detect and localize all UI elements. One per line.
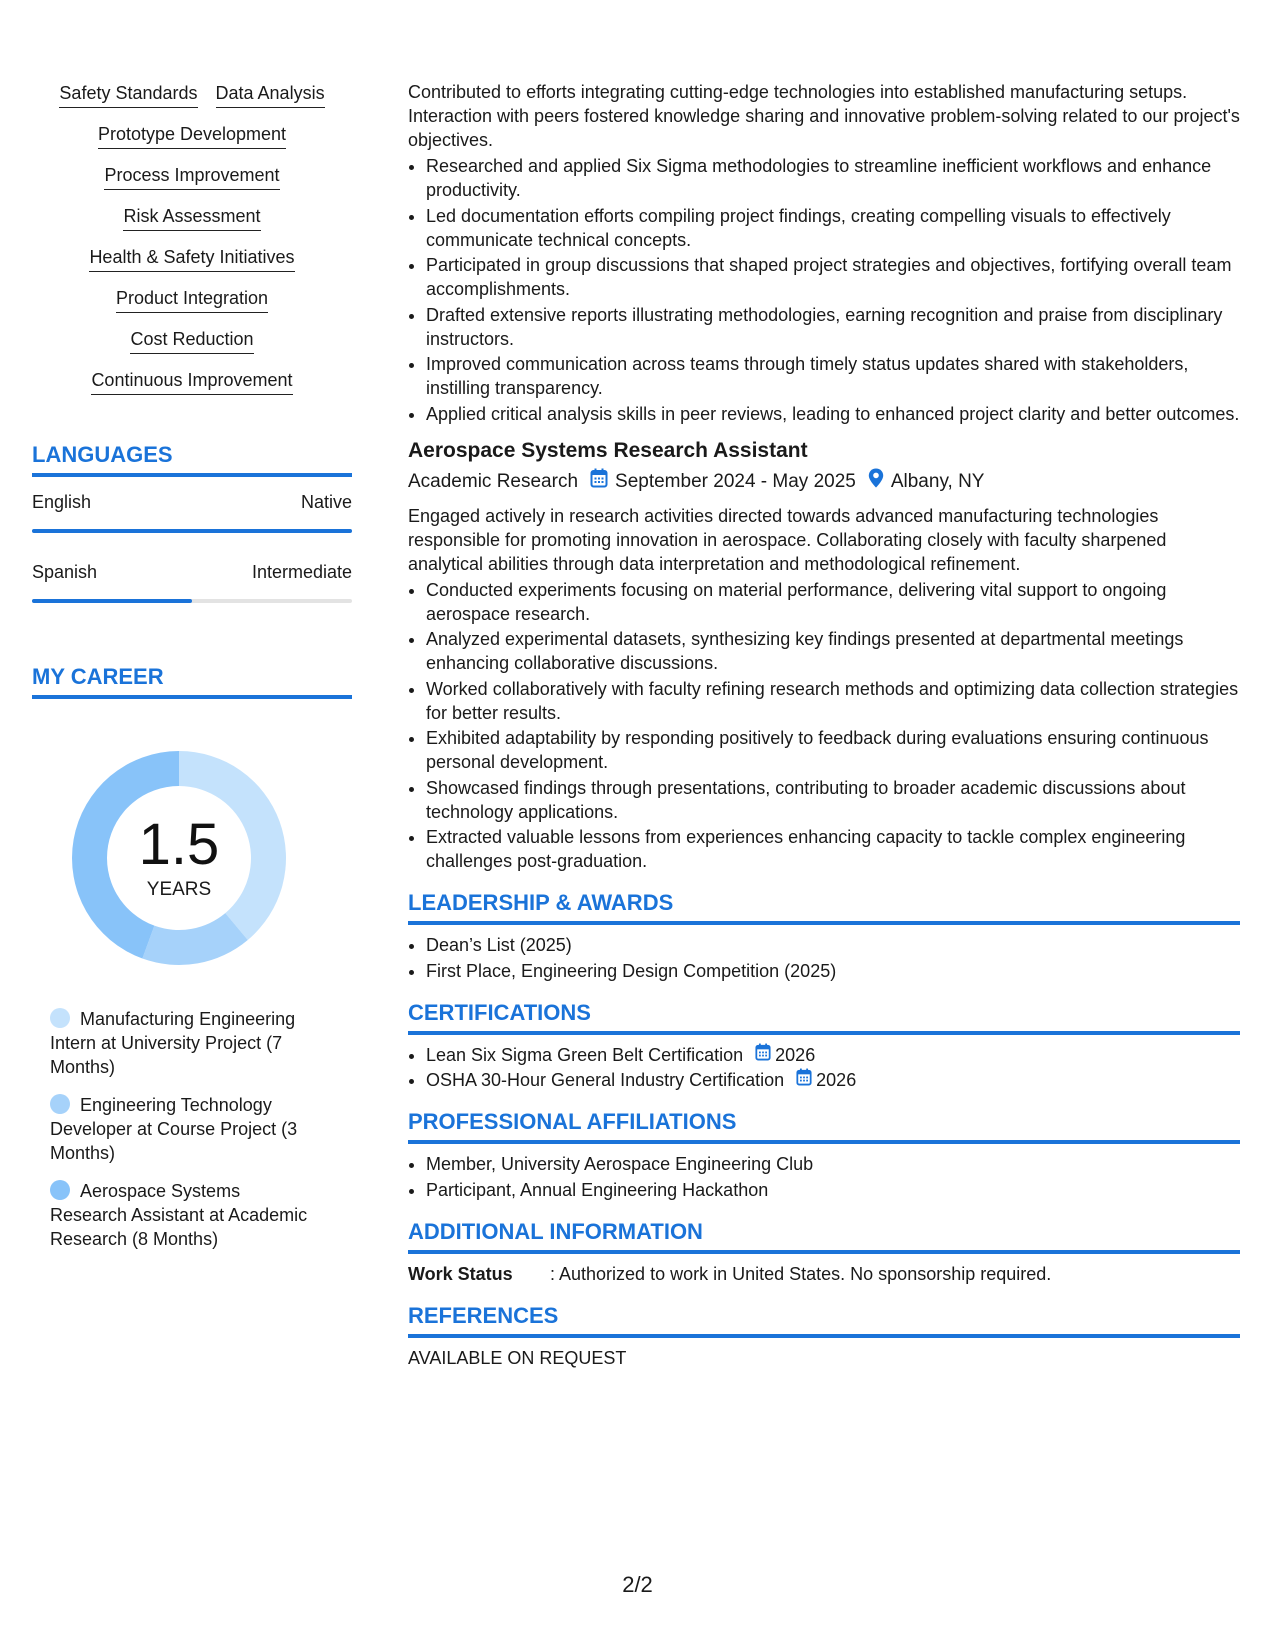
experience-aerospace (408, 438, 1240, 874)
left-column (32, 82, 352, 1265)
career-donut-chart (66, 745, 292, 971)
skill-tag: Process Improvement (104, 164, 279, 190)
career-legend-item (50, 1007, 320, 1079)
skills-list (32, 82, 352, 395)
language-name: English (32, 492, 92, 512)
skill-tag: Prototype Development (98, 123, 286, 149)
certification-item (426, 1068, 1240, 1092)
experience-bullet: • Extracted valuable lessons from experiences enhancing capacity to tackle complex engineering challenges post-graduation. (426, 825, 1240, 873)
experience-bullet: • Conducted experiments focusing on material performance, delivering vital support to ongoing aerospace research. (426, 578, 1240, 626)
affiliations-section (408, 1108, 1240, 1202)
experience-bullets (408, 578, 1240, 874)
calendar-icon (755, 1043, 771, 1067)
experience-bullet: • Participated in group discussions that shaped project strategies and objectives, fortifying overall team accomplishments. (426, 253, 1240, 301)
experience-bullet: • Improved communication across teams through timely status updates shared with stakeholders, instilling transparency. (426, 352, 1240, 400)
skill-tag: Continuous Improvement (91, 369, 292, 395)
language-proficiency-bar (32, 529, 352, 533)
certification-item (426, 1043, 1240, 1067)
job-organization: Academic Research (408, 470, 579, 492)
certifications-heading: CERTIFICATIONS (408, 999, 1240, 1035)
experience-description: Engaged actively in research activities directed towards advanced manufacturing technologies responsible for promoting innovation in aerospace. Collaborating closely with faculty sharpened analytical abilities through data interpretation and methodological refinement. (408, 505, 1167, 574)
experience-bullet: • Showcased findings through presentations, contributing to broader academic discussions about technology applications. (426, 776, 1240, 824)
skill-tag: Data Analysis (216, 82, 325, 108)
experience-bullet: • Led documentation efforts compiling project findings, creating compelling visuals to effectively communicate technical concepts. (426, 204, 1240, 252)
career-legend-item (50, 1093, 320, 1165)
legend-dot (50, 1180, 70, 1200)
certification-year: 2026 (775, 1044, 816, 1065)
right-column (408, 80, 1240, 1370)
language-name: Spanish (32, 562, 98, 582)
job-location: Albany, NY (890, 470, 985, 492)
additional-info-heading: ADDITIONAL INFORMATION (408, 1218, 1240, 1254)
job-dates: September 2024 - May 2025 (615, 470, 856, 492)
skill-tag: Cost Reduction (130, 328, 253, 354)
location-pin-icon (868, 468, 884, 496)
additional-info-section (408, 1218, 1240, 1286)
leadership-list (408, 933, 1240, 983)
affiliations-list (408, 1152, 1240, 1202)
experience-description: Contributed to efforts integrating cutting-edge technologies into established manufacturing setups. Interaction with peers fostered knowledge sharing and innovative problem-solving related to our project's objectives. (408, 82, 1240, 150)
career-heading: MY CAREER (32, 663, 352, 699)
page-number: 2/2 (622, 1572, 653, 1597)
career-entry-label: Engineering Technology Developer at Course Project (3 Months) (50, 1095, 298, 1163)
skill-tag: Health & Safety Initiatives (89, 246, 294, 272)
experience-bullet: • Applied critical analysis skills in peer reviews, leading to enhanced project clarity and better outcomes. (426, 402, 1240, 426)
references-text: AVAILABLE ON REQUEST (408, 1347, 627, 1368)
experience-bullets (408, 154, 1240, 426)
job-meta (408, 468, 1240, 496)
award-item: • First Place, Engineering Design Competition (2025) (426, 959, 1240, 983)
career-total-value: 1.5 (138, 812, 220, 877)
job-title: Aerospace Systems Research Assistant (408, 438, 808, 462)
certifications-section (408, 999, 1240, 1093)
language-level: Intermediate (251, 562, 352, 582)
calendar-icon (796, 1068, 812, 1092)
certification-name: • Lean Six Sigma Green Belt Certification (426, 1044, 744, 1065)
experience-bullet: • Analyzed experimental datasets, synthesizing key findings presented at departmental meetings enhancing collaborative discussions. (426, 627, 1240, 675)
language-proficiency-fill (32, 599, 192, 603)
experience-bullet: • Worked collaboratively with faculty refining research methods and optimizing data collection strategies for better results. (426, 677, 1240, 725)
career-legend (50, 1007, 320, 1251)
skill-tag: Risk Assessment (123, 205, 260, 231)
certifications-list (408, 1043, 1240, 1093)
skill-tag: Safety Standards (59, 82, 197, 108)
affiliation-item: • Participant, Annual Engineering Hackathon (426, 1178, 1240, 1202)
leadership-section (408, 889, 1240, 983)
legend-dot (50, 1094, 70, 1114)
career-total-unit: YEARS (146, 879, 212, 900)
career-entry-label: Manufacturing Engineering Intern at University Project (7 Months) (50, 1009, 296, 1077)
calendar-icon (590, 468, 608, 496)
career-entry-label: Aerospace Systems Research Assistant at Academic Research (8 Months) (50, 1181, 308, 1249)
legend-dot (50, 1008, 70, 1028)
work-status-value: : Authorized to work in United States. No sponsorship required. (550, 1263, 1052, 1284)
references-section (408, 1302, 1240, 1370)
work-status-label: Work Status (408, 1263, 513, 1284)
certification-year: 2026 (816, 1070, 857, 1090)
references-heading: REFERENCES (408, 1302, 1240, 1338)
experience-bullet: • Exhibited adaptability by responding positively to feedback during evaluations ensuring continuous personal development. (426, 726, 1240, 774)
language-proficiency-fill (32, 529, 352, 533)
work-status-row (408, 1262, 1240, 1286)
language-proficiency-bar (32, 599, 352, 603)
affiliation-item: • Member, University Aerospace Engineering Club (426, 1152, 1240, 1176)
languages-section (32, 441, 352, 617)
languages-heading: LANGUAGES (32, 441, 352, 477)
affiliations-heading: PROFESSIONAL AFFILIATIONS (408, 1108, 1240, 1144)
career-section (32, 663, 352, 1251)
experience-bullet: • Drafted extensive reports illustrating methodologies, earning recognition and praise from disciplinary instructors. (426, 303, 1240, 351)
career-legend-item (50, 1179, 320, 1251)
award-item: • Dean’s List (2025) (426, 933, 1240, 957)
certification-name: • OSHA 30-Hour General Industry Certification (426, 1070, 785, 1090)
language-spanish (32, 547, 352, 617)
skill-tag: Product Integration (116, 287, 268, 313)
language-level: Native (300, 492, 352, 512)
leadership-heading: LEADERSHIP & AWARDS (408, 889, 1240, 925)
language-english (32, 477, 352, 547)
experience-previous (408, 80, 1240, 426)
experience-bullet: • Researched and applied Six Sigma methodologies to streamline inefficient workflows and enhance productivity. (426, 154, 1240, 202)
donut-center (66, 745, 292, 971)
